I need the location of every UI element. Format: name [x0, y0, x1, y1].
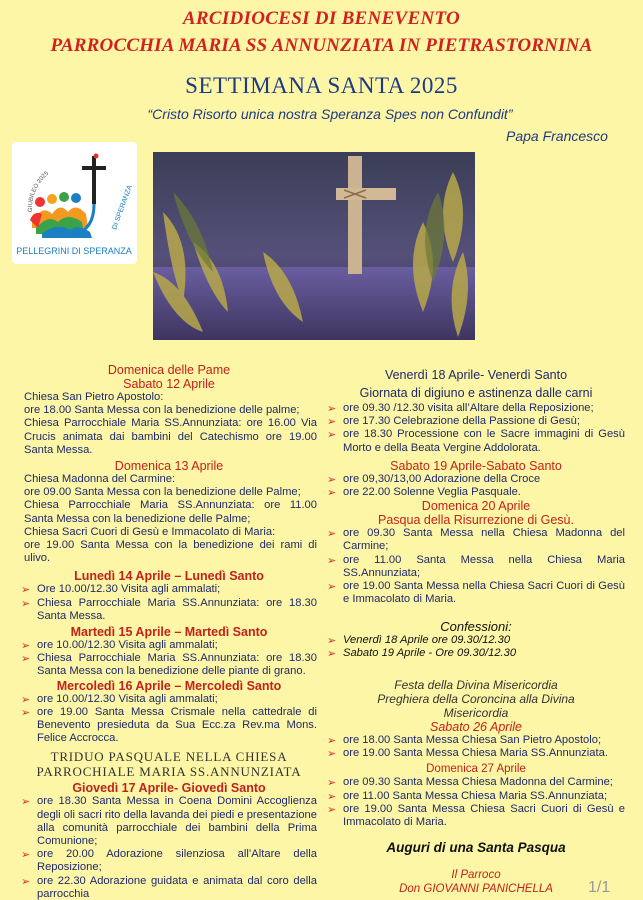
jubilee-logo — [12, 142, 137, 264]
list-item: ➢ ore 22.00 Solenne Veglia Pasquale. — [327, 486, 625, 499]
confessions-title: Confessioni: — [440, 619, 512, 635]
quote-author: Papa Francesco — [506, 128, 608, 144]
logo-side-text: DI SPERANZA — [111, 184, 134, 231]
friday-title: Venerdì 18 Aprile- Venerdì Santo — [384, 368, 568, 382]
palm-sunday-title: Domenica delle Pame — [107, 363, 231, 377]
list-item: ➢ ore 18.30 Processione con le Sacre immagini di Gesù Morto e della Beata Vergine Addolorata. — [327, 428, 625, 454]
sunday-13-date: Domenica 13 Aprile — [114, 459, 224, 474]
saturday-19-title: Sabato 19 Aprile-Sabato Santo — [390, 458, 562, 473]
list-item: ➢ Chiesa Parrocchiale Maria SS.Annunziata: ore 18.30 Santa Messa con la benedizione delle piante di grano. — [21, 652, 317, 678]
list-item: ➢ ore 20.00 Adorazione silenziosa all’Altare della Reposizione; — [21, 848, 317, 874]
list-item: ➢ ore 09,30/13,00 Adorazione della Croce — [327, 473, 625, 486]
list-item: ➢ ore 09.30 /12.30 visita all’Altare della Reposizione; — [327, 402, 625, 415]
jubilee-logo-graphic — [12, 142, 137, 264]
text-line: ore 18.00 Santa Messa con la benedizione delle palme; — [24, 404, 300, 417]
friday-subtitle: Giornata di digiuno e astinenza dalle carni — [359, 386, 593, 400]
right-column — [327, 368, 625, 896]
easter-date: Domenica 20 Aprile — [421, 499, 531, 514]
list-item: ➢ ore 18.30 Santa Messa in Coena Domini Accoglienza degli oli sacri rito della lavanda dei piedi e presentazione alla comunità parrocchiale dei bambini della Prima Comunione; — [21, 795, 317, 848]
text-line: ore 19.00 Santa Messa con la benedizione dei rami di ulivo. — [24, 539, 317, 565]
list-item: ➢ ore 17.30 Celebrazione della Passione di Gesù; — [327, 415, 625, 428]
parish-priest-name: Don GIOVANNI PANICHELLA — [399, 883, 553, 896]
triduo-heading-2: PARROCHIALE MARIA SS.ANNUNZIATA — [36, 764, 302, 780]
mercy-feast-line1: Festa della Divina Misericordia — [394, 678, 558, 693]
list-item: ➢ ore 11.00 Santa Messa Chiesa Maria SS.Annunziata; — [327, 790, 625, 803]
logo-top-text: GIUBILEO 2025 — [27, 170, 51, 213]
text-line: Chiesa San Pietro Apostolo: — [24, 391, 164, 403]
list-item: ➢ ore 19.00 Santa Messa Crismale nella cattedrale di Benevento presieduta da Sua Ecc.za Rev.ma Mons. Felice Accrocca. — [21, 706, 317, 746]
diocese-header: ARCIDIOCESI DI BENEVENTO — [182, 8, 461, 29]
sunday-27-date: Domenica 27 Aprile — [426, 763, 526, 776]
mercy-feast-line3: Misericordia — [443, 706, 509, 721]
text-line: Chiesa Madonna del Carmine: — [24, 473, 176, 486]
list-item: ➢ Ore 10.00/12.30 Visita agli ammalati; — [21, 583, 317, 596]
saturday-26-date: Sabato 26 Aprile — [430, 720, 522, 735]
saturday-12-date: Sabato 12 Aprile — [123, 377, 215, 391]
list-item: ➢ Sabato 19 Aprile - Ore 09.30/12.30 — [327, 647, 625, 660]
text-line: ore 09.00 Santa Messa con la benedizione delle Palme; — [24, 486, 301, 499]
list-item: ➢ ore 18.00 Santa Messa Chiesa San Pietro Apostolo; — [327, 734, 625, 747]
thursday-title: Giovedì 17 Aprile- Giovedì Santo — [72, 781, 266, 796]
easter-greeting: Auguri di una Santa Pasqua — [386, 840, 566, 856]
easter-subtitle: Pasqua della Risurrezione di Gesù. — [378, 513, 574, 528]
triduo-heading-1: TRIDUO PASQUALE NELLA CHIESA — [50, 749, 288, 765]
text-line: Chiesa Parrocchiale Maria SS.Annunziata: ore 16.00 Via Crucis animata dai bambini del Catechismo ore 19.00 Santa Messa. — [24, 417, 317, 456]
mercy-feast-line2: Preghiera della Coroncina alla Divina — [377, 692, 575, 707]
tuesday-title: Martedì 15 Aprile – Martedì Santo — [70, 625, 268, 640]
left-column — [21, 363, 317, 900]
list-item: ➢ ore 22.30 Adorazione guidata e animata dal coro della parrocchia — [21, 875, 317, 900]
page-title: SETTIMANA SANTA 2025 — [185, 73, 458, 98]
list-item: ➢ ore 09.30 Santa Messa Chiesa Madonna del Carmine; — [327, 776, 625, 789]
list-item: ➢ ore 09.30 Santa Messa nella Chiesa Madonna del Carmine; — [327, 527, 625, 553]
list-item: ➢ ore 19.00 Santa Messa Chiesa Sacri Cuori di Gesù e Immacolato di Maria. — [327, 803, 625, 829]
motto-quote: “Cristo Risorto unica nostra Speranza Spes non Confundit” — [147, 106, 513, 122]
text-line: Chiesa Sacri Cuori di Gesù e Immacolato di Maria: — [24, 525, 276, 538]
parish-header: PARROCCHIA MARIA SS ANNUNZIATA IN PIETRASTORNINA — [50, 35, 593, 56]
text-line: Chiesa Parrocchiale Maria SS.Annunziata: ore 11.00 Santa Messa con la benedizione delle Palme; — [24, 499, 317, 525]
monday-title: Lunedì 14 Aprile – Lunedì Santo — [74, 569, 264, 584]
list-item: ➢ Chiesa Parrocchiale Maria SS.Annunziata: ore 18.30 Santa Messa. — [21, 597, 317, 623]
list-item: ➢ Venerdì 18 Aprile ore 09.30/12.30 — [327, 634, 625, 647]
list-item: ➢ ore 10.00/12.30 Visita agli ammalati; — [21, 639, 317, 652]
list-item: ➢ ore 11.00 Santa Messa nella Chiesa Maria SS.Annunziata; — [327, 554, 625, 580]
wednesday-title: Mercoledì 16 Aprile – Mercoledì Santo — [56, 678, 282, 693]
list-item: ➢ ore 19.00 Santa Messa Chiesa Maria SS.Annunziata. — [327, 747, 625, 760]
parish-priest-label: Il Parroco — [451, 869, 501, 882]
list-item: ➢ ore 10.00/12.30 Visita agli ammalati; — [21, 693, 317, 706]
page-number: 1/1 — [588, 879, 611, 896]
logo-bottom-text: PELLEGRINI DI SPERANZA — [16, 246, 132, 256]
cross-photo — [153, 152, 475, 340]
list-item: ➢ ore 19.00 Santa Messa nella Chiesa Sacri Cuori di Gesù e Immacolato di Maria. — [327, 580, 625, 606]
